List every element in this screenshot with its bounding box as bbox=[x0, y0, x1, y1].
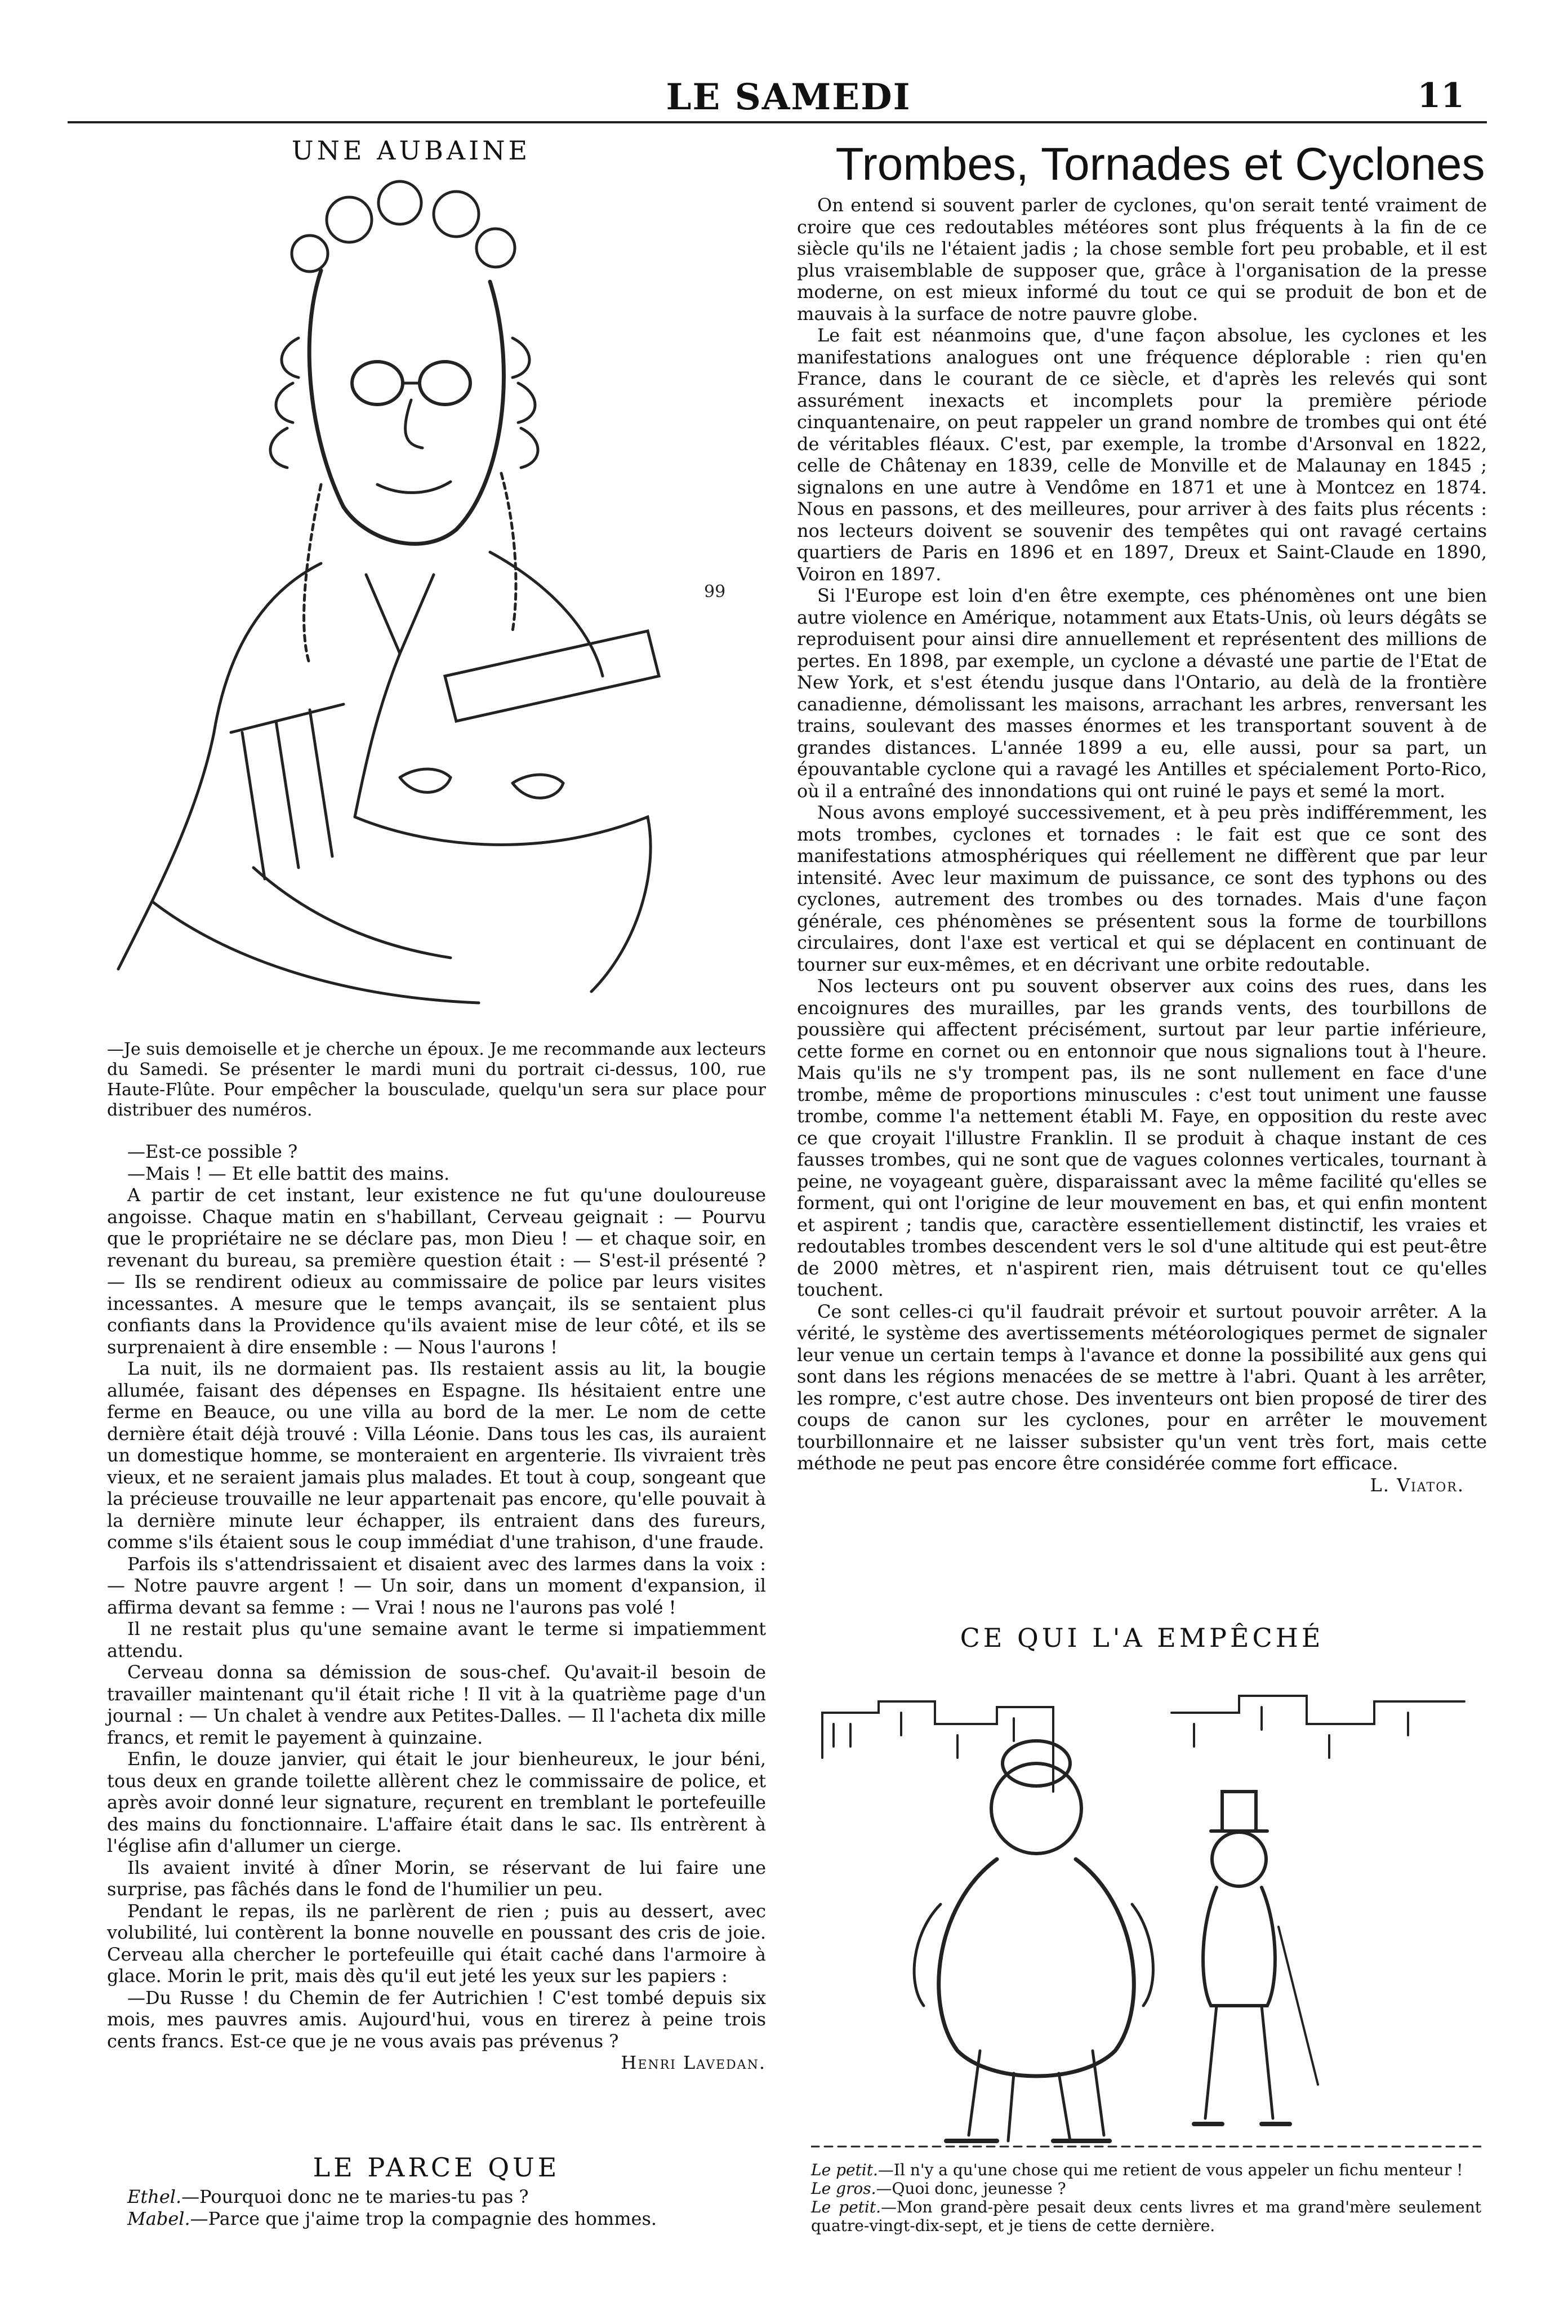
story-paragraph: Il ne restait plus qu'une semaine avant le terme si impatiemment attendu. bbox=[107, 1618, 766, 1661]
article-paragraph: Si l'Europe est loin d'en être exempte, ces phénomènes ont une bien autre violence en Amérique, notamment aux Etats-Unis, où leurs dégâts se reproduisent pour ainsi dire annuellement et représentent des millions de pertes. En 1898, par exemple, un cyclone a dévasté une partie de l'Etat de New York, et s'est étendu jusque dans l'Ontario, au delà de la frontière canadienne, démolissant les maisons, arrachant les arbres, renversant les trains, soulevant des masses énormes et les transportant souvent à de grandes distances. L'année 1899 a eu, elle aussi, pour sa part, un épouvantable cyclone qui a ravagé les Antilles et spécialement Porto-Rico, où il a entraîné des innondations qui ont ruiné le pays et semé la mort. bbox=[797, 585, 1487, 802]
dialog-line bbox=[811, 2161, 1481, 2179]
article-paragraph: On entend si souvent parler de cyclones, qu'on serait tenté vraiment de croire que ces redoutables météores sont plus fréquents à la fin de ce siècle qu'ils ne l'étaient jadis ; la chose semble fort peu probable, et il est plus vraisemblable de supposer que, grâce à l'organisation de la presse moderne, on est mieux informé du tout ce qui se produit de bon et de mauvais à la surface de notre pauvre globe. bbox=[797, 194, 1487, 325]
story-paragraph: A partir de cet instant, leur existence ne fut qu'une douloureuse angoisse. Chaque matin en s'habillant, Cerveau geignait : — Pourvu que le propriétaire ne se déclare pas, mon Dieu ! — et chaque soir, en revenant du bureau, sa première question était : — S'est-il présenté ? — Ils se rendirent odieux au commissaire de police par leurs visites incessantes. A mesure que le temps avançait, ils se sentaient plus confiants dans la Providence qu'ils avaient mise de leur côté, et ils se surprenaient à dire ensemble : — Nous l'aurons ! bbox=[107, 1184, 766, 1358]
article-column bbox=[797, 194, 1487, 1496]
speaker-name: Ethel. bbox=[127, 2186, 182, 2207]
parce-que-dialog bbox=[107, 2186, 766, 2229]
dialog-line bbox=[811, 2179, 1481, 2198]
article-paragraph: Ce sont celles-ci qu'il faudrait prévoir et surtout pouvoir arrêter. A la vérité, le système des avertissements météorologiques permet de signaler leur venue un certain temps à l'avance et donne la possibilité aux gens qui sont dans les régions menacées de se mettre à l'abri. Quant à les arrêter, les rompre, c'est autre chose. Des inventeurs ont bien proposé de tirer des coups de canon sur les cyclones, pour en arrêter le mouvement tourbillonnaire et ne laisser subsister qu'un vent très fort, mais cette méthode ne peut pas encore être considérée comme fort efficace. bbox=[797, 1300, 1487, 1474]
cartoon-illustration bbox=[811, 1690, 1481, 2152]
page-number: 11 bbox=[1417, 76, 1464, 115]
newspaper-title: LE SAMEDI bbox=[666, 76, 911, 118]
flower-ornament bbox=[292, 235, 328, 272]
story-paragraph: La nuit, ils ne dormaient pas. Ils restaient assis au lit, la bougie allumée, faisant des dépenses en Espagne. Ils hésitaient entre une ferme en Beauce, ou une villa au bord de la mer. Le nom de cette dernière était déjà trouvé : Villa Léonie. Dans tous les cas, ils auraient un domestique homme, se monteraient en argenterie. Ils vivraient très vieux, et ne seraient jamais plus malades. Et tout à coup, songeant que la précieuse trouvaille ne leur appartenait pas encore, qu'elle pouvait à la dernière minute leur échapper, ils entraient dans des fureurs, comme s'ils étaient sous le coup immédiat d'une trahison, d'une fraude. bbox=[107, 1358, 766, 1553]
story-paragraph: Cerveau donna sa démission de sous-chef. Qu'avait-il besoin de travailler maintenant qu'il était riche ! Il vit à la quatrième page d'un journal : — Un chalet à vendre aux Petites-Dalles. — Il l'acheta dix mille francs, et remit le payement à quinzaine. bbox=[107, 1661, 766, 1748]
speaker-name: Mabel. bbox=[127, 2207, 190, 2229]
dialog-line bbox=[107, 2208, 766, 2230]
article-title: Trombes, Tornades et Cyclones bbox=[835, 139, 1485, 190]
flower-ornament bbox=[434, 192, 479, 237]
flower-ornament bbox=[327, 197, 372, 242]
story-signature: Henri Lavedan. bbox=[621, 2052, 766, 2073]
story-column bbox=[107, 1141, 766, 2074]
article-paragraph: Nos lecteurs ont pu souvent observer aux coins des rues, dans les encoignures des murailles, par les grands vents, des tourbillons de poussière qui affectent précisément, surtout par leur partie inférieure, cette forme en cornet ou en entonnoir que nous signalions tout à l'heure. Mais qu'ils ne s'y trompent pas, ils ne sont nullement en face d'une trombe, même de proportions minuscules : c'est tout uniment une fausse trombe, comme l'a nettement établi M. Faye, en opposition du reste avec ce que croyait l'illustre Franklin. Il se produit à chaque instant de ces fausses trombes, qui ne sont que de vagues colonnes verticales, tournant à peine, ne voyageant guère, disparaissant avec la même facilité qu'elles se forment, qui ont l'origine de leur mouvement en bas, et qui enfin montent et aspirent ; tandis que, caractère essentiellement distinctif, les vraies et redoutables trombes descendent vers le sol d'une altitude qui est peut-être de 2000 mètres, et n'aspirent rien, mais détruisent tout ce qu'elles touchent. bbox=[797, 975, 1487, 1300]
speaker-name: Le petit. bbox=[811, 2198, 881, 2216]
dialog-text: —Parce que j'aime trop la compagnie des hommes. bbox=[190, 2207, 657, 2229]
dialog-line bbox=[107, 2186, 766, 2208]
cartoon-caption bbox=[811, 2161, 1481, 2235]
flower-ornament bbox=[476, 229, 515, 267]
flower-ornament bbox=[378, 181, 421, 224]
article-paragraph: Nous avons employé successivement, et à peu près indifféremment, les mots trombes, cyclones et tornades : le fait est que ce sont des manifestations atmosphériques qui réellement ne diffèrent que par leur intensité. Avec leur maximum de puissance, ce sont des typhons ou des cyclones, autrement des trombes ou des tornades. Mais d'une façon générale, ces phénomènes se présentent sous la forme de tourbillons circulaires, dont l'axe est vertical et qui se déplacent en continuant de tourner sur eux-mêmes, et en décrivant une orbite redoutable. bbox=[797, 802, 1487, 975]
illustration-caption: —Je suis demoiselle et je cherche un époux. Je me recommande aux lecteurs du Samedi. Se présenter le mardi muni du portrait ci-dessus, 100, rue Haute-Flûte. Pour empêcher la bousculade, quelqu'un sera sur place pour distribuer des numéros. bbox=[107, 1039, 766, 1120]
article-paragraph: Le fait est néanmoins que, d'une façon absolue, les cyclones et les manifestations analogues ont une fréquence déplorable : rien qu'en France, dans le courant de ce siècle, et d'après les relevés qui sont assurément inexacts et incomplets pour la première période cinquantenaire, on peut rappeler un grand nombre de trombes qui ont été de véritables fléaux. C'est, par exemple, la trombe d'Arsonval en 1822, celle de Châtenay en 1839, celle de Monville et de Malaunay en 1845 ; signalons en une autre à Vendôme en 1871 et une à Montcez en 1874. Nous en passons, et des meilleures, pour arriver à des faits plus récents : nos lecteurs doivent se souvenir des tempêtes qui ont ravagé certains quartiers de Paris en 1896 et en 1897, Dreux et Saint-Claude en 1890, Voiron en 1897. bbox=[797, 325, 1487, 585]
story-paragraph: —Du Russe ! du Chemin de fer Autrichien ! C'est tombé depuis six mois, mes pauvres amis. Aujourd'hui, vous en tirerez à peine trois cents francs. Est-ce que je ne vous avais pas prévenus ? bbox=[107, 1987, 766, 2052]
dialog-text: —Quoi donc, jeunesse ? bbox=[876, 2179, 1066, 2198]
story-paragraph: Parfois ils s'attendrissaient et disaient avec des larmes dans la voix : — Notre pauvre argent ! — Un soir, dans un moment d'expansion, il affirma devant sa femme : — Vrai ! nous ne l'aurons pas volé ! bbox=[107, 1553, 766, 1618]
cartoon-title: CE QUI L'A EMPÊCHÉ bbox=[960, 1623, 1324, 1653]
old-lady-illustration bbox=[84, 169, 766, 1014]
illustration-title: UNE AUBAINE bbox=[291, 135, 531, 166]
story-paragraph: —Est-ce possible ? bbox=[127, 1141, 298, 1162]
story-paragraph: —Mais ! — Et elle battit des mains. bbox=[127, 1162, 450, 1184]
speaker-name: Le gros. bbox=[811, 2179, 876, 2198]
speaker-name: Le petit. bbox=[811, 2161, 878, 2179]
story-paragraph: Ils avaient invité à dîner Morin, se réservant de lui faire une surprise, pas fâchés dans le fond de l'humilier un peu. bbox=[107, 1856, 766, 1900]
story-paragraph: Enfin, le douze janvier, qui était le jour bienheureux, le jour béni, tous deux en grande toilette allèrent chez le commissaire de police, et après avoir donné leur signature, reçurent en tremblant le portefeuille des mains du fonctionnaire. L'affaire était dans le sac. Ils entrèrent à l'église afin d'allumer un cierge. bbox=[107, 1748, 766, 1856]
header-rule bbox=[68, 121, 1487, 123]
dialog-text: —Mon grand-père pesait deux cents livres et ma grand'mère seulement quatre-vingt-dix-sept, et je tiens de cette dernière. bbox=[811, 2198, 1481, 2235]
illustration-signature: 99 bbox=[704, 582, 726, 602]
article-signature: L. Viator. bbox=[1370, 1474, 1464, 1496]
dialog-line bbox=[811, 2198, 1481, 2235]
parce-que-title: LE PARCE QUE bbox=[313, 2152, 560, 2183]
dialog-text: —Il n'y a qu'une chose qui me retient de vous appeler un fichu menteur ! bbox=[877, 2161, 1463, 2179]
dialog-text: —Pourquoi donc ne te maries-tu pas ? bbox=[181, 2186, 529, 2207]
story-paragraph: Pendant le repas, ils ne parlèrent de rien ; puis au dessert, avec volubilité, lui contèrent la bonne nouvelle en poussant des cris de joie. Cerveau alla chercher le portefeuille qui était caché dans l'armoire à glace. Morin le prit, mais dès qu'il eut jeté les yeux sur les papiers : bbox=[107, 1900, 766, 1987]
